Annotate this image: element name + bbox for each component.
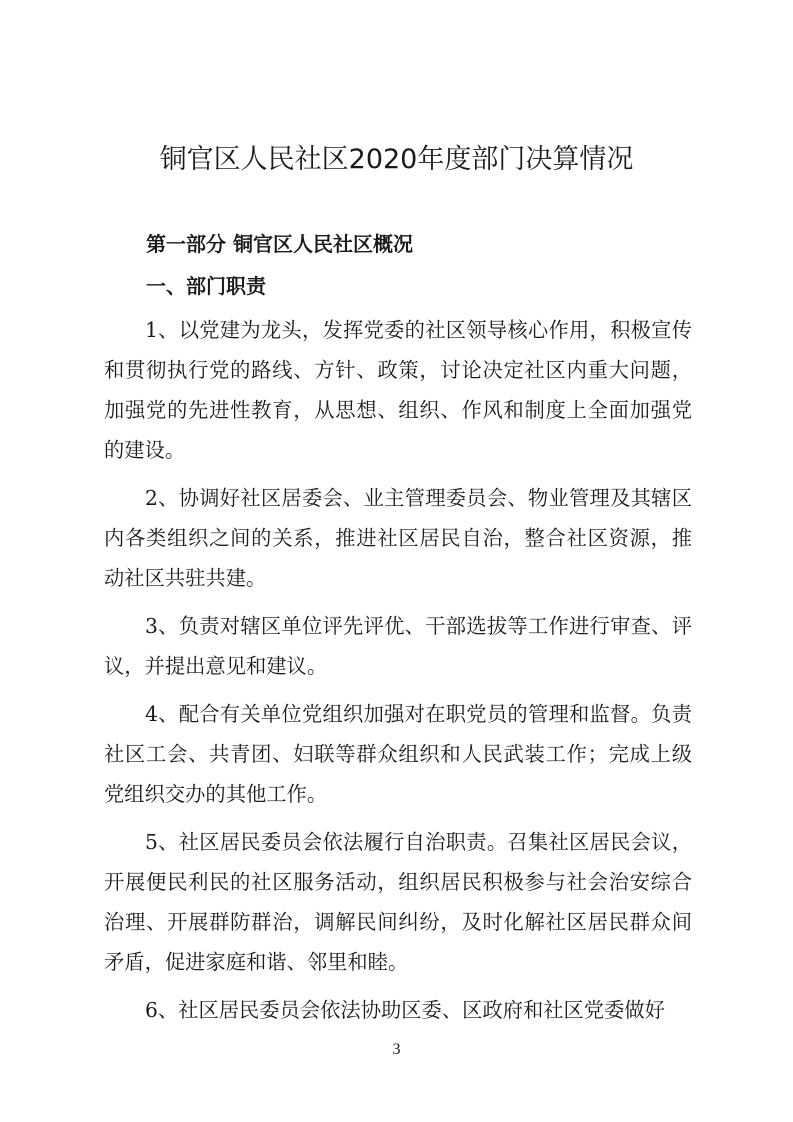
paragraph-1: 1、以党建为龙头，发挥党委的社区领导核心作用，积极宣传和贯彻执行党的路线、方针、政策，讨论决定社区内重大问题，加强党的先进性教育，从思想、组织、作风和制度上全面加强党的建设。: [104, 318, 692, 462]
body-text: [104, 310, 692, 1038]
paragraph-6: 6、社区居民委员会依法协助区委、区政府和社区党委做好: [145, 998, 665, 1022]
page-number: 3: [392, 1041, 401, 1058]
document-title: 铜官区人民社区2020年度部门决算情况: [159, 144, 634, 175]
part-heading: 第一部分 铜官区人民社区概况: [146, 232, 413, 256]
paragraph-3: 3、负责对辖区单位评先评优、干部选拔等工作进行审查、评议，并提出意见和建议。: [104, 614, 692, 678]
paragraph-4: 4、配合有关单位党组织加强对在职党员的管理和监督。负责社区工会、共青团、妇联等群众组织和人民武装工作；完成上级党组织交办的其他工作。: [104, 702, 692, 806]
paragraph-2: 2、协调好社区居委会、业主管理委员会、物业管理及其辖区内各类组织之间的关系，推进社区居民自治，整合社区资源，推动社区共驻共建。: [104, 486, 692, 590]
paragraph-5: 5、社区居民委员会依法履行自治职责。召集社区居民会议，开展便民利民的社区服务活动，组织居民积极参与社会治安综合治理、开展群防群治，调解民间纠纷，及时化解社区居民群众间矛盾，促进家庭和谐、邻里和睦。: [104, 830, 692, 974]
section-heading: 一、部门职责: [146, 274, 266, 298]
